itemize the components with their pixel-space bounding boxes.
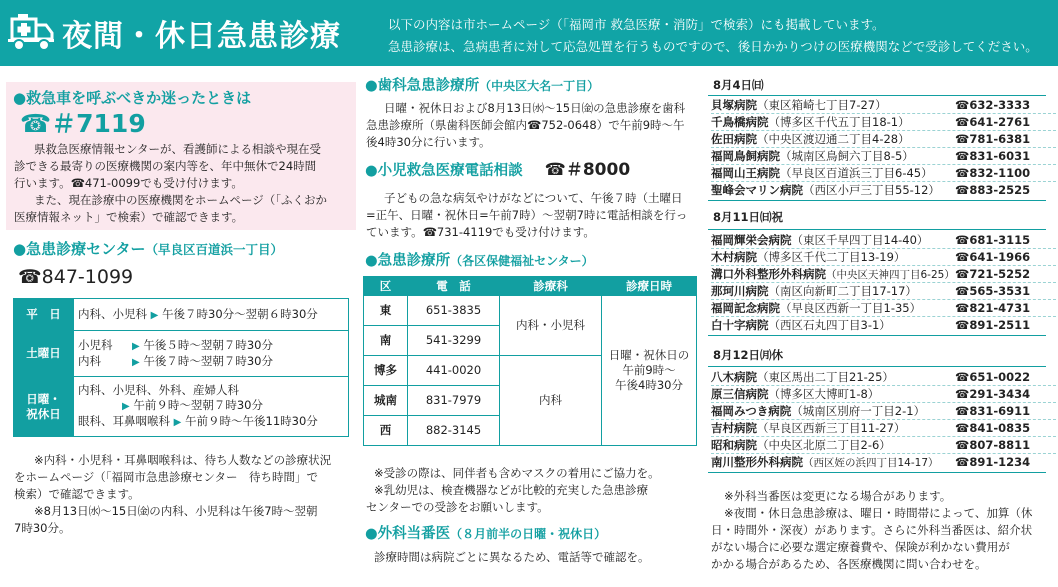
divider <box>708 200 1046 201</box>
child-heading: ●小児救急医療電話相談 ☎＃8000 <box>365 160 631 180</box>
col-ward: 区 <box>364 277 408 296</box>
dental-heading: ●歯科急患診療所（中央区大名一丁目） <box>365 78 600 94</box>
table-row-tel: 831-7979 <box>408 386 500 416</box>
clinic-table <box>363 276 697 446</box>
clinic-note-2: ※乳幼児は、検査機器などが比較的充実した急患診療 <box>374 483 649 497</box>
hospital-row: 福岡鳥飼病院（城南区鳥飼六丁目8-5） ☎831-6031 <box>711 147 1056 165</box>
hospital-row: 吉村病院（早良区西新三丁目11-27） ☎841-0835 <box>711 419 1056 437</box>
ambulance-icon <box>6 9 56 53</box>
center-note-5: 7時30分。 <box>14 521 71 535</box>
surgery-note-4: がない場合に必要な選定療養費や、保険が利かない費用が <box>711 540 1010 554</box>
ambulance-text-2: 診できる最寄りの医療機関の案内等を、年中無休で24時間 <box>14 159 317 173</box>
hospital-row: 福岡みつき病院（城南区別府一丁目2-1） ☎831-6911 <box>711 402 1056 420</box>
table-row-tel: 541-3299 <box>408 326 500 356</box>
hospital-row: 八木病院（東区馬出二丁目21-25） ☎651-0022 <box>711 368 1056 386</box>
hospital-row: 聖峰会マリン病院（西区小戸三丁目55-12） ☎883-2525 <box>711 183 1031 197</box>
divider <box>708 366 1046 367</box>
hospital-row: 南川整形外科病院（西区姪の浜四丁目14-17） ☎891-1234 <box>711 455 1031 469</box>
clinic-hours: 日曜・祝休日の 午前9時～ 午後4時30分 <box>602 296 697 446</box>
surgery-note-1: ※外科当番医は変更になる場合があります。 <box>724 489 952 503</box>
saturday-label: 土曜日 <box>14 331 74 377</box>
col-dept: 診療科 <box>500 277 602 296</box>
clinic-note-3: センターでの受診をお願いします。 <box>366 500 549 514</box>
saturday-hours: 小児科 ▶ 午後５時～翌朝７時30分 内科 ▶ 午後７時～翌朝７時30分 <box>74 331 349 377</box>
header-banner <box>0 0 1058 66</box>
center-note-1: ※内科・小児科・耳鼻咽喉科は、待ち人数などの診療状況 <box>34 453 332 467</box>
dental-text-3: 後4時30分に行います。 <box>366 135 491 149</box>
banner-note-1: 以下の内容は市ホームページ（「福岡市 救急医療・消防」で検索）にも掲載しています。 <box>388 17 885 32</box>
table-row-tel: 882-3145 <box>408 416 500 446</box>
hospital-row: 福岡輝栄会病院（東区千早四丁目14-40） ☎681-3115 <box>711 231 1056 249</box>
page-title: 夜間・休日急患診療 <box>62 19 341 54</box>
hospital-row: 白十字病院（西区石丸四丁目3-1） ☎891-2511 <box>711 318 1031 332</box>
hospital-row: 原三信病院（博多区大博町1-8） ☎291-3434 <box>711 385 1056 403</box>
center-schedule-table <box>13 298 349 437</box>
center-heading: ●急患診療センター（早良区百道浜一丁目） <box>13 240 284 258</box>
ambulance-heading: ●救急車を呼ぶべきか迷ったときは <box>13 89 252 107</box>
surgery-text: 診療時間は病院ごとに異なるため、電話等で確認を。 <box>374 550 650 564</box>
table-row-ward: 東 <box>364 296 408 326</box>
weekday-label: 平 日 <box>14 299 74 331</box>
dental-text-1: 日曜・祝休日および8月13日㈬～15日㈮の急患診療を歯科 <box>384 101 686 115</box>
hospital-row: 溝口外科整形外科病院（中央区天神四丁目6-25） ☎721-5252 <box>711 265 1056 283</box>
hospital-row: 昭和病院（中央区北原二丁目2-6） ☎807-8811 <box>711 436 1056 454</box>
banner-note-2: 急患診療は、急病患者に対して応急処置を行うものですので、後日かかりつけの医療機関などで受診してください。 <box>388 39 1038 54</box>
ambulance-text-1: 県救急医療情報センターが、看護師による相談や現在受 <box>34 142 322 156</box>
arrow-icon: ▶ <box>173 417 182 428</box>
center-note-4: ※8月13日㈬～15日㈮の内科、小児科は午後7時～翌朝 <box>34 504 318 518</box>
surgery-note-5: かかる場合があるため、各医療機関に問い合わせを。 <box>711 557 987 571</box>
center-tel: ☎847-1099 <box>18 266 134 288</box>
date-heading: 8月11日㈰祝 <box>713 210 784 224</box>
ambulance-tel: ☎＃7119 <box>20 109 146 138</box>
hospital-row: 福岡記念病院（早良区西新一丁目1-35） ☎821-4731 <box>711 299 1056 317</box>
weekday-hours: 内科、小児科 ▶ 午後７時30分～翌朝６時30分 <box>74 299 349 331</box>
clinic-note-1: ※受診の際は、同伴者も含めマスクの着用にご協力を。 <box>374 466 660 480</box>
hospital-row: 福岡山王病院（早良区百道浜三丁目6-45） ☎832-1100 <box>711 164 1056 182</box>
hospital-row: 那珂川病院（南区向新町二丁目17-17） ☎565-3531 <box>711 282 1056 300</box>
child-text-1: 子どもの急な病気やけがなどについて、午後７時（土曜日 <box>384 191 683 205</box>
surgery-note-2: ※夜間・休日急患診療は、曜日・時間帯によって、加算（休 <box>724 506 1033 520</box>
date-heading: 8月4日㈰ <box>713 78 764 92</box>
center-note-3: 検索）で確認できます。 <box>14 487 140 501</box>
arrow-icon: ▶ <box>122 401 130 412</box>
table-row-ward: 博多 <box>364 356 408 386</box>
dental-text-2: 急患診療所（県歯科医師会館内☎752-0648）で午前9時～午 <box>366 118 685 132</box>
divider <box>708 335 1046 336</box>
hospital-row: 貝塚病院（東区箱崎七丁目7-27） ☎632-3333 <box>711 96 1056 114</box>
surgery-note-3: 日・時間外・深夜）があります。さらに外科当番医は、紹介状 <box>711 523 1033 537</box>
arrow-icon: ▶ <box>150 309 159 321</box>
ambulance-text-3: 行います。☎471-0099でも受け付けます。 <box>14 176 243 190</box>
arrow-icon: ▶ <box>132 356 140 368</box>
table-row-ward: 城南 <box>364 386 408 416</box>
table-row-tel: 441-0020 <box>408 356 500 386</box>
surgery-heading: ●外科当番医（８月前半の日曜・祝休日） <box>365 526 607 542</box>
col-hours: 診療日時 <box>602 277 697 296</box>
hospital-row: 佐田病院（中央区渡辺通二丁目4-28） ☎781-6381 <box>711 130 1056 148</box>
dept-internal-pediatric: 内科・小児科 <box>500 296 602 356</box>
table-row-tel: 651-3835 <box>408 296 500 326</box>
center-note-2: をホームページ（「福岡市急患診療センター 待ち時間」で <box>14 470 319 484</box>
dept-internal: 内科 <box>500 356 602 446</box>
col-tel: 電 話 <box>408 277 500 296</box>
holiday-label: 日曜・ 祝休日 <box>14 377 74 437</box>
holiday-hours: 内科、小児科、外科、産婦人科 ▶ 午前９時～翌朝７時30分 眼科、耳鼻咽喉科 ▶ 午前９時～午後11時30分 <box>74 377 349 437</box>
date-heading: 8月12日㈪休 <box>713 348 784 362</box>
divider <box>708 229 1046 230</box>
child-text-2: =正午、日曜・祝休日=午前7時）～翌朝7時に電話相談を行っ <box>366 208 688 222</box>
table-row-ward: 西 <box>364 416 408 446</box>
ambulance-text-4: また、現在診療中の医療機関をホームページ（「ふくおか <box>34 193 328 207</box>
hospital-row: 木村病院（博多区千代二丁目13-19） ☎641-1966 <box>711 248 1056 266</box>
table-row-ward: 南 <box>364 326 408 356</box>
child-text-3: ています。☎731-4119でも受け付けます。 <box>366 225 595 239</box>
ambulance-text-5: 医療情報ネット」で検索）で確認できます。 <box>14 210 244 224</box>
divider <box>708 472 1046 473</box>
arrow-icon: ▶ <box>132 340 140 352</box>
clinic-heading: ●急患診療所（各区保健福祉センター） <box>365 253 594 269</box>
hospital-row: 千鳥橋病院（博多区千代五丁目18-1） ☎641-2761 <box>711 113 1056 131</box>
